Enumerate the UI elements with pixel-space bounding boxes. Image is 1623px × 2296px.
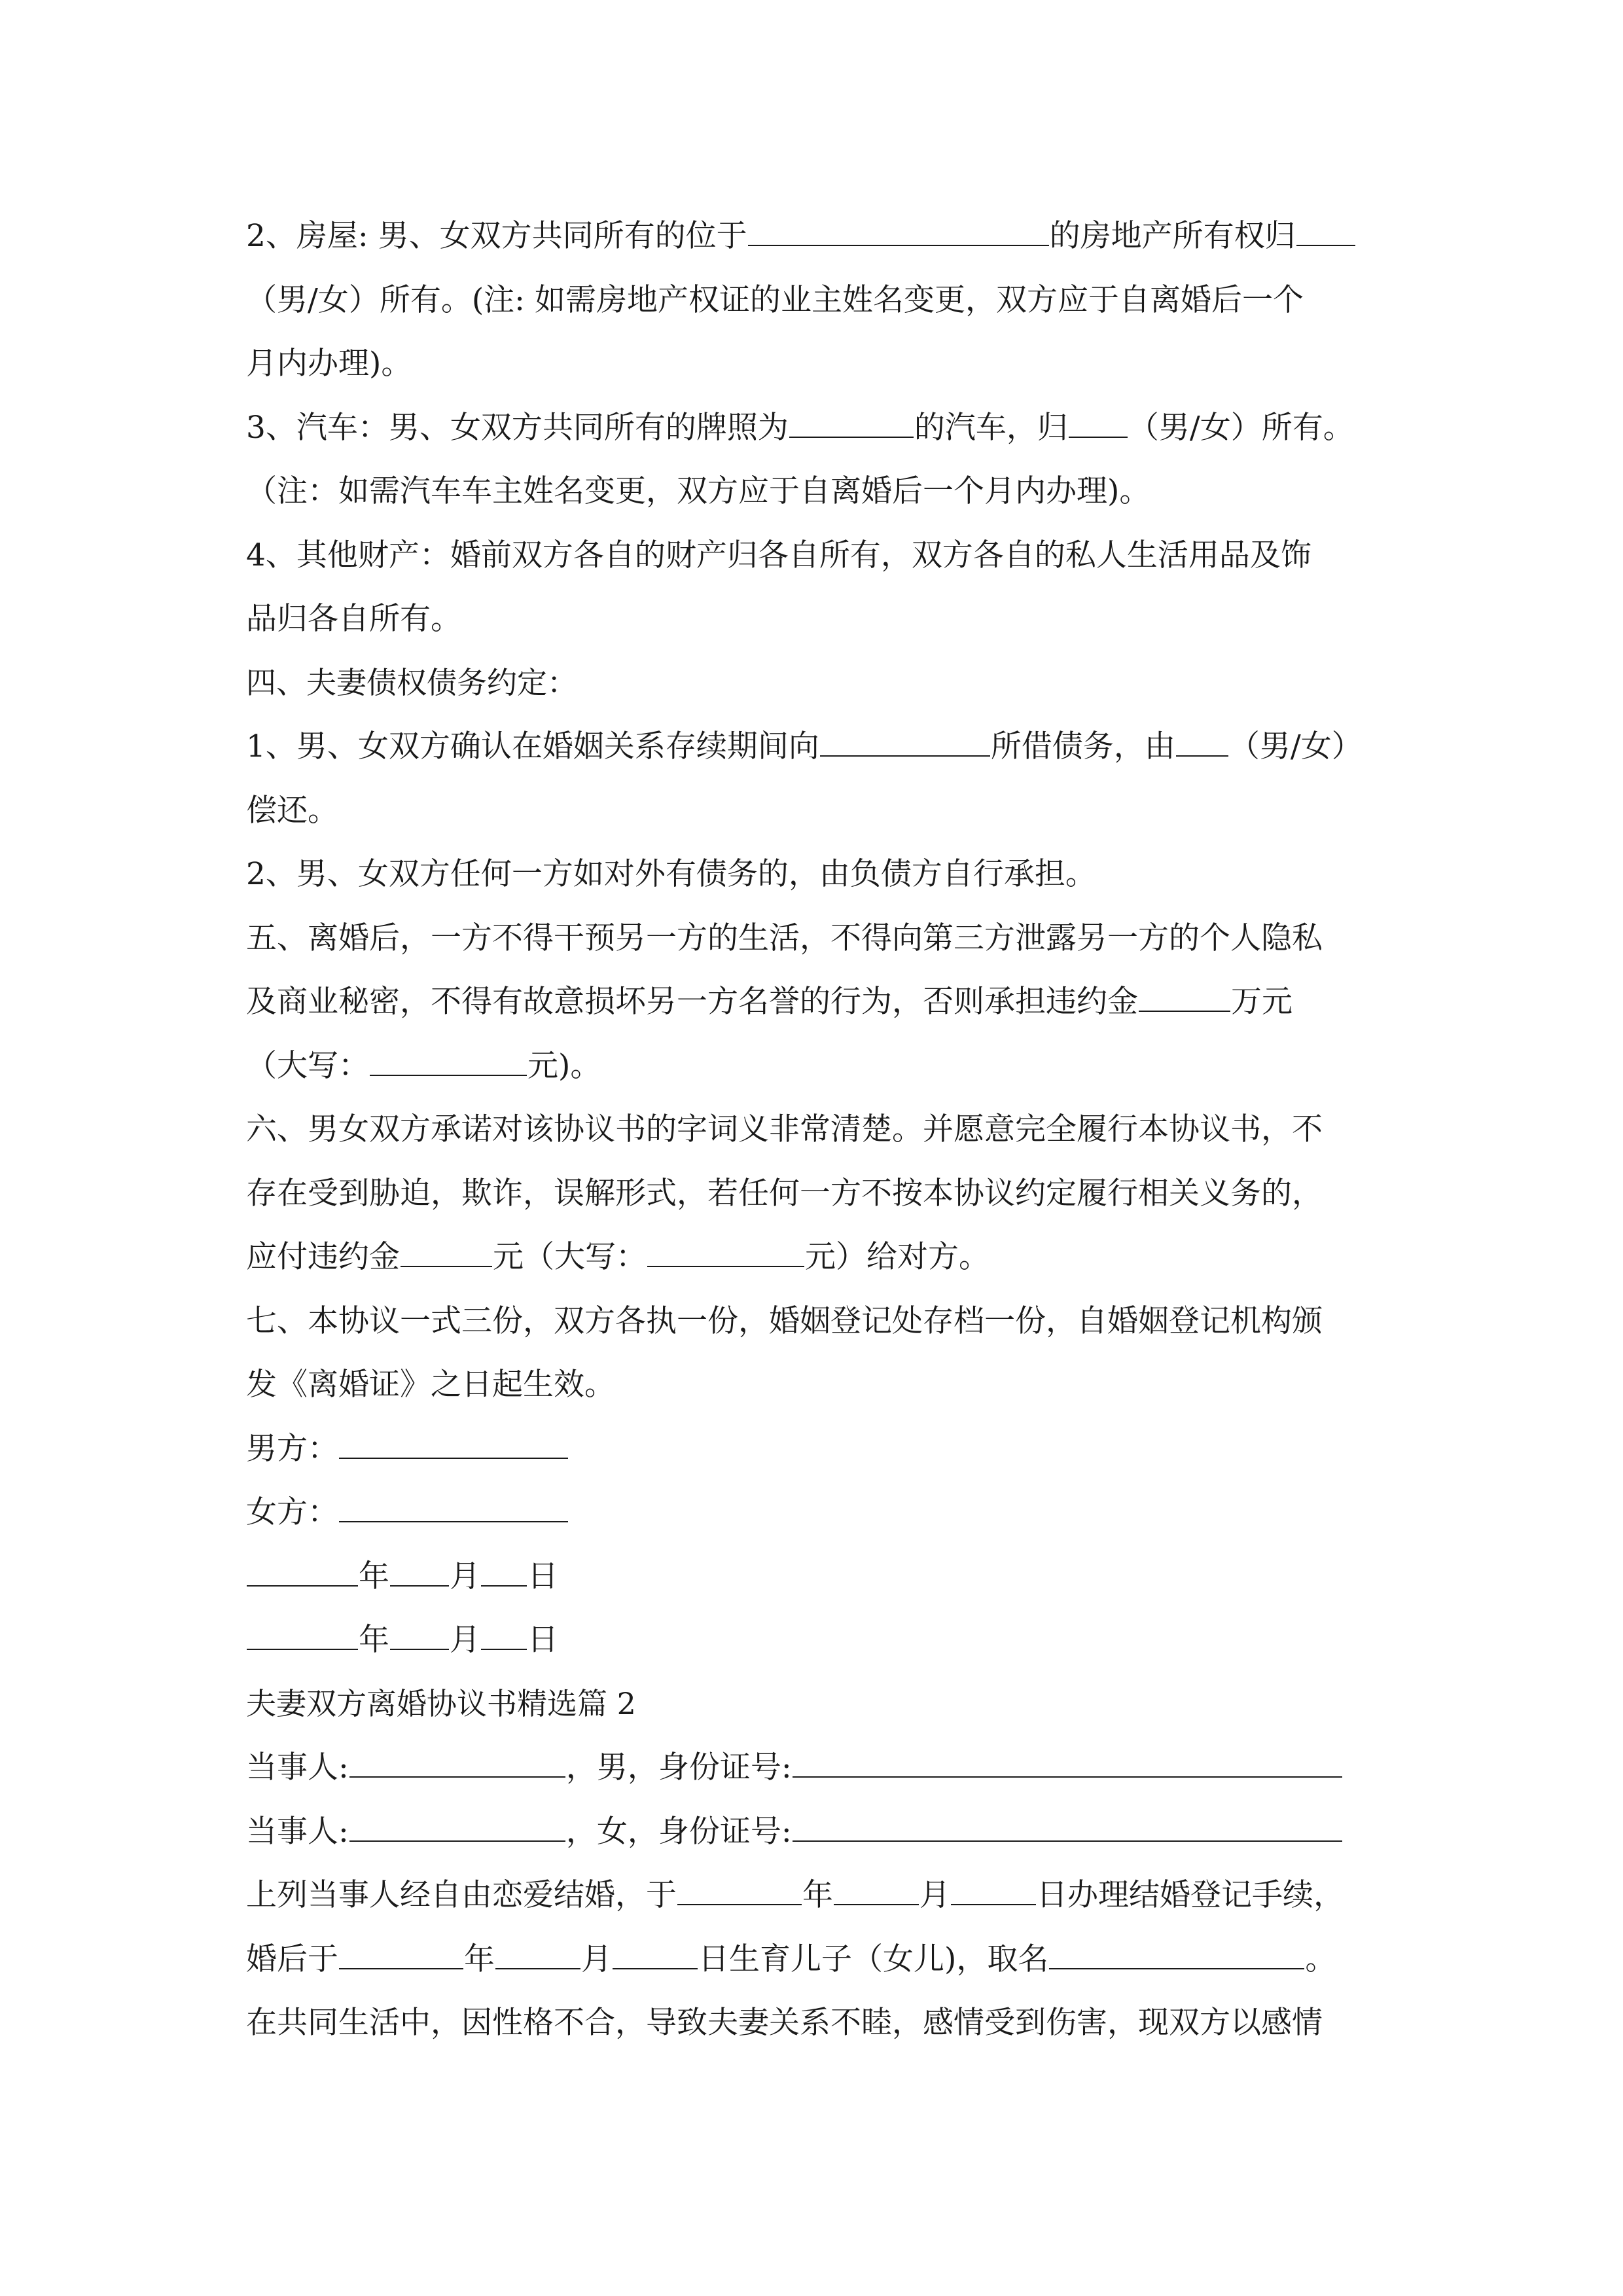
blank-field[interactable] bbox=[789, 408, 914, 438]
text: 元)。 bbox=[527, 1047, 601, 1084]
blank-field[interactable] bbox=[793, 1812, 1342, 1842]
clause-debt-line-1 bbox=[246, 715, 1418, 779]
text: 元）给对方。 bbox=[805, 1239, 990, 1275]
text: 年 bbox=[359, 1622, 389, 1658]
blank-field[interactable] bbox=[834, 1875, 919, 1905]
clause-car-line-1 bbox=[246, 396, 1418, 460]
text: 偿还。 bbox=[246, 792, 338, 829]
blank-field[interactable] bbox=[1069, 408, 1128, 438]
text: 2、男、女双方任何一方如对外有债务的，由负债方自行承担。 bbox=[246, 856, 1096, 892]
blank-field[interactable] bbox=[370, 1046, 527, 1076]
text: 日 bbox=[527, 1622, 558, 1658]
text: 婚后于 bbox=[246, 1941, 338, 1977]
text: 上列当事人经自由恋爱结婚，于 bbox=[246, 1877, 677, 1913]
text: 存在受到胁迫，欺诈，误解形式，若任何一方不按本协议约定履行相关义务的， bbox=[246, 1175, 1323, 1211]
clause-commitment-line-3 bbox=[246, 1225, 1418, 1289]
text: 年 bbox=[464, 1941, 495, 1977]
text: 万元 bbox=[1231, 984, 1293, 1020]
text: 应付违约金 bbox=[246, 1239, 400, 1275]
blank-field[interactable] bbox=[677, 1875, 802, 1905]
text: 夫妻双方离婚协议书精选篇 2 bbox=[246, 1685, 636, 1721]
blank-field[interactable] bbox=[390, 1556, 449, 1587]
text: 月 bbox=[581, 1941, 612, 1977]
text: （男/女）所有。 bbox=[1128, 409, 1354, 446]
text: 3、汽车：男、女双方共同所有的牌照为 bbox=[246, 409, 789, 446]
marriage-registration bbox=[246, 1863, 1418, 1928]
text: 所借债务，由 bbox=[990, 728, 1175, 764]
date-line-1 bbox=[246, 1545, 1418, 1609]
text: （男/女） bbox=[1228, 728, 1363, 764]
blank-field[interactable] bbox=[247, 1620, 358, 1650]
text: 及商业秘密，不得有故意损坏另一方名誉的行为，否则承担违约金 bbox=[246, 984, 1138, 1020]
blank-field[interactable] bbox=[793, 1748, 1342, 1778]
text: （大写： bbox=[246, 1047, 369, 1084]
clause-copies-line-1 bbox=[246, 1289, 1418, 1354]
clause-other-line-1 bbox=[246, 524, 1418, 588]
text: 2、房屋: 男、女双方共同所有的位于 bbox=[246, 218, 747, 254]
clause-other-line-2 bbox=[246, 587, 1418, 651]
clause-copies-line-2 bbox=[246, 1353, 1418, 1417]
blank-field[interactable] bbox=[481, 1556, 527, 1587]
blank-field[interactable] bbox=[1296, 216, 1355, 246]
blank-field[interactable] bbox=[1176, 726, 1228, 757]
text: 月 bbox=[450, 1622, 480, 1658]
text: 女方： bbox=[246, 1494, 338, 1530]
blank-field[interactable] bbox=[613, 1939, 698, 1969]
text: 日生育儿子（女儿)，取名 bbox=[698, 1941, 1049, 1977]
blank-field[interactable] bbox=[647, 1237, 804, 1267]
blank-field[interactable] bbox=[339, 1939, 463, 1969]
party-female bbox=[246, 1800, 1418, 1864]
clause-debt-line-2 bbox=[246, 779, 1418, 843]
blank-field[interactable] bbox=[748, 216, 1049, 246]
text: 在共同生活中，因性格不合，导致夫妻关系不睦，感情受到伤害，现双方以感情 bbox=[246, 2005, 1323, 2041]
text: 4、其他财产：婚前双方各自的财产归各自所有，双方各自的私人生活用品及饰 bbox=[246, 537, 1311, 573]
text: 年 bbox=[359, 1558, 389, 1594]
blank-field[interactable] bbox=[339, 1492, 568, 1522]
blank-field[interactable] bbox=[1139, 982, 1230, 1012]
text: 月 bbox=[919, 1877, 950, 1913]
clause-car-line-2 bbox=[246, 459, 1418, 524]
clause-privacy-line-1 bbox=[246, 906, 1418, 971]
text: 当事人: bbox=[246, 1749, 349, 1785]
text: 月内办理)。 bbox=[246, 346, 412, 382]
text: 男方： bbox=[246, 1430, 338, 1467]
blank-field[interactable] bbox=[390, 1620, 449, 1650]
text: ，男，身份证号: bbox=[565, 1749, 792, 1785]
blank-field[interactable] bbox=[247, 1556, 358, 1587]
text: 品归各自所有。 bbox=[246, 601, 461, 637]
blank-field[interactable] bbox=[495, 1939, 580, 1969]
blank-field[interactable] bbox=[951, 1875, 1036, 1905]
document-page bbox=[246, 204, 1418, 2055]
blank-field[interactable] bbox=[349, 1812, 565, 1842]
clause-house-line-1 bbox=[246, 204, 1418, 268]
blank-field[interactable] bbox=[820, 726, 990, 757]
signature-male bbox=[246, 1417, 1418, 1481]
text: 发《离婚证》之日起生效。 bbox=[246, 1367, 615, 1403]
text: 。 bbox=[1305, 1941, 1336, 1977]
section-title-part-2 bbox=[246, 1672, 1418, 1736]
text: 日 bbox=[527, 1558, 558, 1594]
text: 元（大写： bbox=[493, 1239, 647, 1275]
blank-field[interactable] bbox=[349, 1748, 565, 1778]
text: 年 bbox=[802, 1877, 833, 1913]
text: 的汽车，归 bbox=[914, 409, 1068, 446]
clause-commitment-line-2 bbox=[246, 1162, 1418, 1226]
text: 日办理结婚登记手续， bbox=[1037, 1877, 1344, 1913]
text: 的房地产所有权归 bbox=[1049, 218, 1296, 254]
blank-field[interactable] bbox=[401, 1237, 492, 1267]
child-birth bbox=[246, 1928, 1418, 1992]
section-heading-debts bbox=[246, 651, 1418, 715]
text: 四、夫妻债权债务约定： bbox=[246, 664, 577, 700]
clause-privacy-line-3 bbox=[246, 1034, 1418, 1098]
text: 五、离婚后，一方不得干预另一方的生活，不得向第三方泄露另一方的个人隐私 bbox=[246, 920, 1323, 956]
clause-commitment-line-1 bbox=[246, 1098, 1418, 1162]
party-male bbox=[246, 1736, 1418, 1800]
text: 六、男女双方承诺对该协议书的字词义非常清楚。并愿意完全履行本协议书，不 bbox=[246, 1111, 1323, 1147]
blank-field[interactable] bbox=[1049, 1939, 1304, 1969]
signature-female bbox=[246, 1480, 1418, 1545]
text: 1、男、女双方确认在婚姻关系存续期间向 bbox=[246, 728, 819, 764]
clause-house-line-2 bbox=[246, 268, 1418, 332]
text: 当事人: bbox=[246, 1813, 349, 1850]
clause-house-line-3 bbox=[246, 332, 1418, 396]
text: ，女，身份证号: bbox=[565, 1813, 792, 1850]
text: （注：如需汽车车主姓名变更，双方应于自离婚后一个月内办理)。 bbox=[246, 473, 1150, 509]
marriage-breakdown bbox=[246, 1991, 1418, 2055]
clause-privacy-line-2 bbox=[246, 970, 1418, 1034]
text: 月 bbox=[450, 1558, 480, 1594]
text: （男/女）所有。(注: 如需房地产权证的业主姓名变更，双方应于自离婚后一个 bbox=[246, 281, 1304, 318]
blank-field[interactable] bbox=[481, 1620, 527, 1650]
blank-field[interactable] bbox=[339, 1429, 568, 1459]
text: 七、本协议一式三份，双方各执一份，婚姻登记处存档一份，自婚姻登记机构颁 bbox=[246, 1302, 1323, 1339]
clause-debt-2 bbox=[246, 842, 1418, 906]
date-line-2 bbox=[246, 1608, 1418, 1672]
